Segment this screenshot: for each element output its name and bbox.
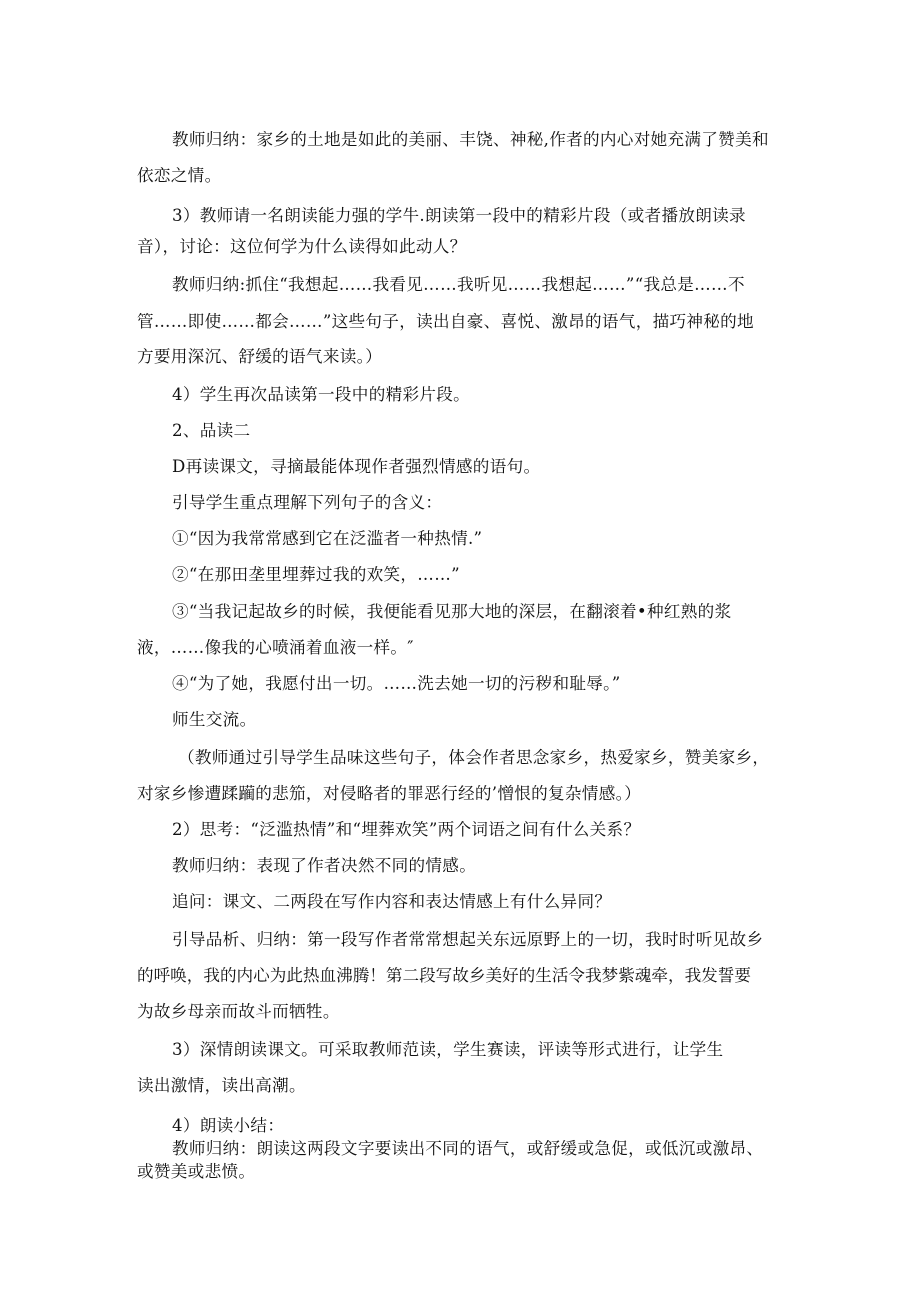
paragraph-line: 教师归纳：朗读这两段文字要读出不同的语气，或舒缓或急促，或低沉或激昂、 [172, 1139, 764, 1158]
paragraph-line: 依恋之情。 [137, 166, 222, 185]
section-heading: 2、品读二 [172, 421, 251, 440]
paragraph-line: 4）学生再次品读第一段中的精彩片段。 [172, 385, 471, 404]
paragraph-line: 2）思考：“泛滥热情”和“埋葬欢笑”两个词语之间有什么关系？ [172, 820, 641, 839]
section-heading: 4）朗读小结： [172, 1116, 285, 1135]
quote-line: ①“因为我常常感到它在泛滥者一种热情.” [172, 529, 483, 548]
paragraph-line: 引导品析、归纳：第一段写作者常常想起关东远原野上的一切，我时时听见故乡 [172, 930, 764, 949]
paragraph-line: 音），讨论：这位何学为什么读得如此动人？ [137, 237, 467, 256]
paragraph-line: 引导学生重点理解下列句子的含义： [172, 493, 443, 512]
paragraph-line: 教师归纳：表现了作者决然不同的情感。 [172, 856, 477, 875]
paragraph-line: 追问：课文、二两段在写作内容和表达情感上有什么异同？ [172, 892, 612, 911]
paragraph-line: 的呼唤，我的内心为此热血沸腾！第二段写故乡美好的生活令我梦紫魂牵，我发誓要 [137, 966, 751, 985]
paragraph-line: 教师归纳：家乡的土地是如此的美丽、丰饶、神秘,作者的内心对她充满了赞美和 [172, 130, 769, 149]
paragraph-line: 3）深情朗读课文。可采取教师范读，学生赛读，评读等形式进行，让学生 [172, 1040, 724, 1059]
paragraph-line: 或赞美或悲愤。 [137, 1162, 256, 1181]
quote-line: 液，……像我的心喷涌着血液一样。″ [137, 638, 414, 657]
paragraph-line: 3）教师请一名朗读能力强的学牛.朗读第一段中的精彩片段（或者播放朗读录 [172, 206, 746, 225]
quote-line: ②“在那田垄里埋葬过我的欢笑，……” [172, 565, 460, 584]
paragraph-line: 师生交流。 [172, 710, 257, 729]
paragraph-line: 管……即使……都会……”这些句子，读出自豪、喜悦、激昂的语气，描巧神秘的地 [137, 312, 754, 331]
paragraph-line: （教师通过引导学生品味这些句子，体会作者思念家乡，热爱家乡，赞美家乡， [178, 748, 770, 767]
paragraph-line: 为故乡母亲而故斗而牺牲。 [137, 1002, 340, 1021]
paragraph-line: D再读课文，寻摘最能体现作者强烈情感的语句。 [172, 457, 541, 476]
quote-line: ④“为了她，我愿付出一切。……洗去她一切的污秽和耻辱。” [172, 674, 621, 693]
paragraph-line: 教师归纳:抓住“我想起……我看见……我听见……我想起……”“我总是……不 [172, 275, 745, 294]
paragraph-line: 对家乡惨遭蹂躏的悲笳，对侵略者的罪恶行经的’憎恨的复杂情感。） [137, 784, 642, 803]
paragraph-line: 读出激情，读出高潮。 [137, 1076, 306, 1095]
quote-line: ③“当我记起故乡的时候，我便能看见那大地的深层，在翻滚着•种红熟的浆 [172, 602, 732, 621]
paragraph-line: 方要用深沉、舒缓的语气来读。） [137, 347, 383, 366]
